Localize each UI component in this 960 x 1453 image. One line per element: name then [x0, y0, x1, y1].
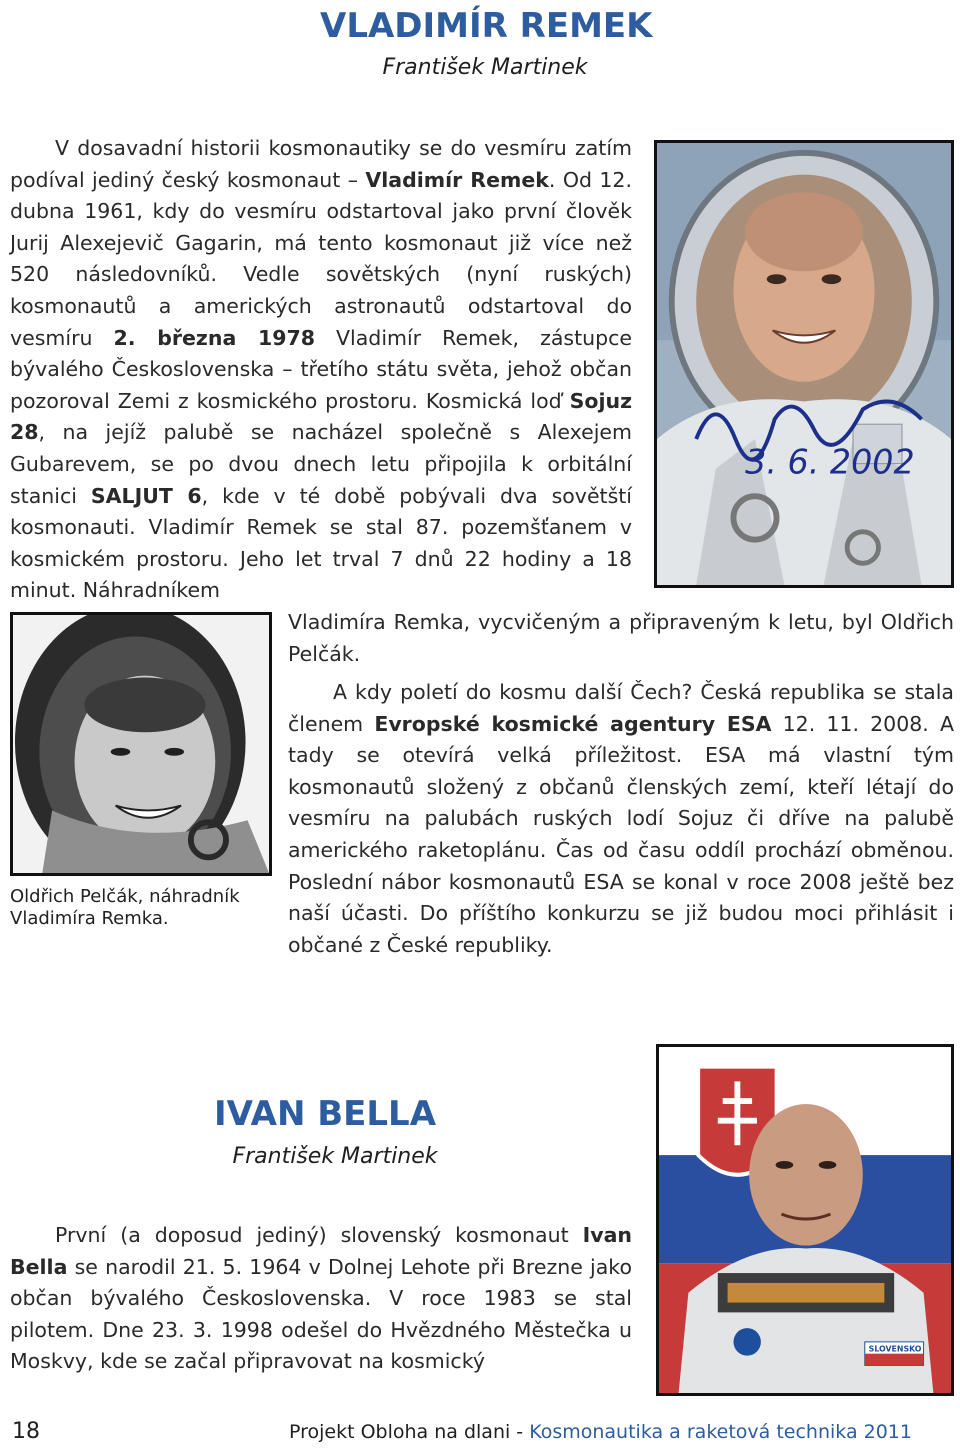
- esa-name: Evropské kosmické agentury ESA: [374, 711, 772, 736]
- remek-author: František Martinek: [382, 55, 588, 80]
- bella-text-2: se narodil 21. 5. 1964 v Dolnej Lehote při Brezne jako občan bývalého Československa. V roce 1983 se stal pilotem. Dne 23. 3. 1998 odešel do Hvězdného Městečka u Moskvy, kde se začal připravovat na kosmický: [10, 1254, 632, 1374]
- bella-photo: [656, 1044, 954, 1396]
- remek-intro-text-4: , na jejíž palubě se nacházel společně s Alexejem Gubarevem, se po dvou dnech letu připojila k orbitální stanici: [10, 420, 632, 508]
- bella-text-1: První (a doposud jediný) slovenský kosmonaut: [55, 1223, 583, 1247]
- suit-patch-text: SLOVENSKO: [868, 1344, 922, 1354]
- remek-title: VLADIMÍR REMEK: [320, 6, 653, 46]
- station-name: SALJUT 6: [90, 483, 202, 508]
- remek-intro-paragraph: [10, 133, 632, 607]
- remek-intro-text-3: Vladimír Remek, zástupce bývalého Československa – třetího státu světa, jehož občan pozoroval Zemi z kosmického prostoru. Kosmická loď: [10, 325, 632, 413]
- bella-name: Ivan Bella: [10, 1223, 632, 1279]
- pelcak-caption: Oldřich Pelčák, náhradník Vladimíra Remka.: [10, 886, 240, 929]
- launch-date: 2. března 1978: [113, 325, 315, 350]
- next-czech-text-2: 12. 11. 2008. A tady se otevírá velká příležitost. ESA má vlastní tým kosmonautů složený z občanů členských zemí, kteří létají do vesmíru na palubách ruských lodí Sojuz či dříve na palubě amerického raketoplánu. Čas od času oddíl prochází obměnou. Poslední nábor kosmonautů ESA se konal v roce 2008 ještě bez naší účasti. Do příštího konkurzu se již budou moci přihlásit i občané z České republiky.: [288, 711, 955, 957]
- footer-series: Kosmonautika a raketová technika 2011: [529, 1421, 912, 1443]
- remek-portrait: [657, 143, 951, 585]
- pelcak-portrait: [13, 615, 269, 873]
- bella-portrait: [659, 1047, 951, 1393]
- remek-photo: [654, 140, 954, 588]
- remek-continuation-paragraph: [288, 607, 954, 670]
- next-czech-text-1: A kdy poletí do kosmu další Čech? Česká republika se stala členem: [288, 680, 954, 736]
- footer-project: Projekt Obloha na dlani -: [288, 1421, 530, 1443]
- bella-title: IVAN BELLA: [213, 1094, 437, 1134]
- remek-intro-text-5: , kde v té době pobývali dva sovětští kosmonauti. Vladimír Remek se stal 87. pozemšťanem v kosmickém prostoru. Jeho let trval 7 dnů 22 hodiny a 18 minut. Náhradníkem: [10, 483, 633, 603]
- remek-cont-text: Vladimíra Remka, vycvičeným a připraveným k letu, byl Oldřich Pelčák.: [288, 610, 954, 666]
- remek-intro-text-2: . Od 12. dubna 1961, kdy do vesmíru odstartoval jako první člověk Jurij Alexejevič Gagarin, má tento kosmonaut již více než 520 následovníků. Vedle sovětských (nyní ruských) kosmonautů a amerických astronautů odstartoval do vesmíru: [10, 167, 632, 350]
- ship-name: Sojuz 28: [10, 388, 632, 445]
- bella-paragraph: [10, 1220, 632, 1378]
- bella-author: František Martinek: [232, 1144, 438, 1169]
- remek-name: Vladimír Remek: [365, 167, 549, 192]
- remek-next-czech-paragraph: [288, 677, 954, 961]
- pelcak-photo: [10, 612, 272, 876]
- footer-publication: [289, 1421, 912, 1443]
- remek-intro-text-1: V dosavadní historii kosmonautiky se do vesmíru zatím podíval jediný český kosmonaut –: [10, 136, 632, 192]
- page-number: 18: [12, 1419, 40, 1444]
- signature-date: 3. 6. 2002: [745, 442, 915, 482]
- page-footer: [0, 1419, 960, 1449]
